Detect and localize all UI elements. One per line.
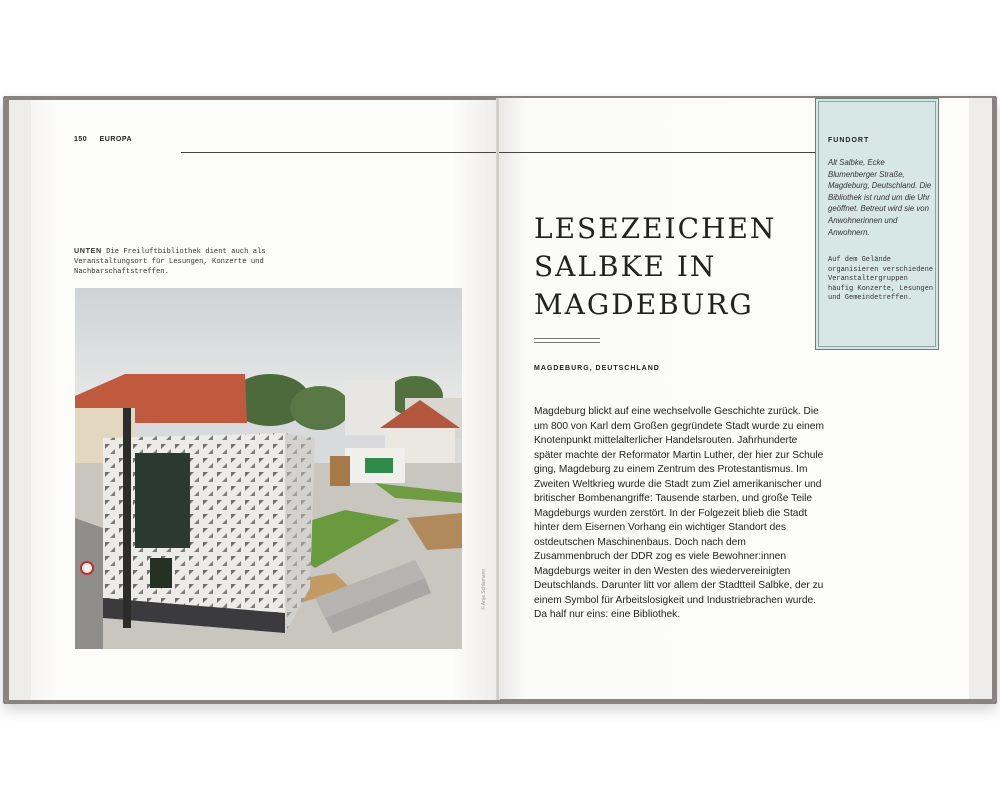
title-line: MAGDEBURG (534, 288, 754, 321)
caption-text: Die Freiluftbibliothek dient auch als Veranstaltungsort für Lesungen, Konzerte und Nachbarschaftstreffen. (74, 248, 266, 276)
title-line: SALBKE IN (534, 250, 717, 283)
title-divider (534, 338, 600, 343)
left-page (31, 100, 498, 700)
fundort-heading: FUNDORT (828, 137, 870, 144)
article-title (534, 210, 794, 324)
library-photo (75, 288, 462, 649)
section-name: EUROPA (99, 136, 133, 143)
photo-caption (74, 246, 274, 277)
location-label: MAGDEBURG, DEUTSCHLAND (534, 365, 660, 372)
article-body: Magdeburg blickt auf eine wechselvolle Geschichte zurück. Die um 800 von Karl dem Großen gegründete Stadt wurde zu einem Knotenpunkt mittelalterlicher Handelsrouten. Jahrhunderte später machte der Reformator Martin Luther, der hier zur Schule ging, Magdeburg zu einem Zentrum des Protestantismus. Im Zweiten Weltkrieg wurde die Stadt zum Ziel amerikanischer und britischer Bombenangriffe: Tausende starben, und große Teile Magdeburgs wurden zerstört. In der Folgezeit blieb die Stadt hinter dem Eisernen Vorhang ein wichtiger Standort des ostdeutschen Maschinenbaus. Doch nach dem Zusammenbruch der DDR zog es viele Bewohner:innen Magdeburgs weiter in den Westen des wiedervereinigten Deutschlands. Darunter litt vor allem der Stadtteil Salbke, der zu einem Symbol für Arbeitslosigkeit und Industriebrachen wurde. Da half nur eins: eine Bibliothek. (534, 406, 824, 620)
folio (74, 136, 132, 143)
title-line: LESEZEICHEN (534, 212, 777, 245)
page-edges-left (9, 100, 31, 700)
library-photo-illustration (75, 288, 462, 649)
page-edges-right (966, 98, 992, 699)
fundort-note: Auf dem Gelände organisieren verschiedene Veranstaltergruppen häufig Konzerte, Lesungen und Gemeindetreffen. (828, 256, 934, 302)
caption-label: UNTEN (74, 246, 102, 255)
fundort-address: Alt Salbke, Ecke Blumenberger Straße, Magdeburg, Deutschland. Die Bibliothek ist rund um die Uhr geöffnet. Betreut wird sie von Anwohnerinnen und Anwohnern. (828, 158, 932, 237)
fundort-box (815, 98, 939, 350)
right-page (499, 98, 969, 699)
page-number: 150 (74, 136, 88, 143)
header-rule (499, 152, 815, 153)
photo-credit: © Anja Schlamann (481, 568, 487, 610)
header-rule (181, 152, 498, 153)
